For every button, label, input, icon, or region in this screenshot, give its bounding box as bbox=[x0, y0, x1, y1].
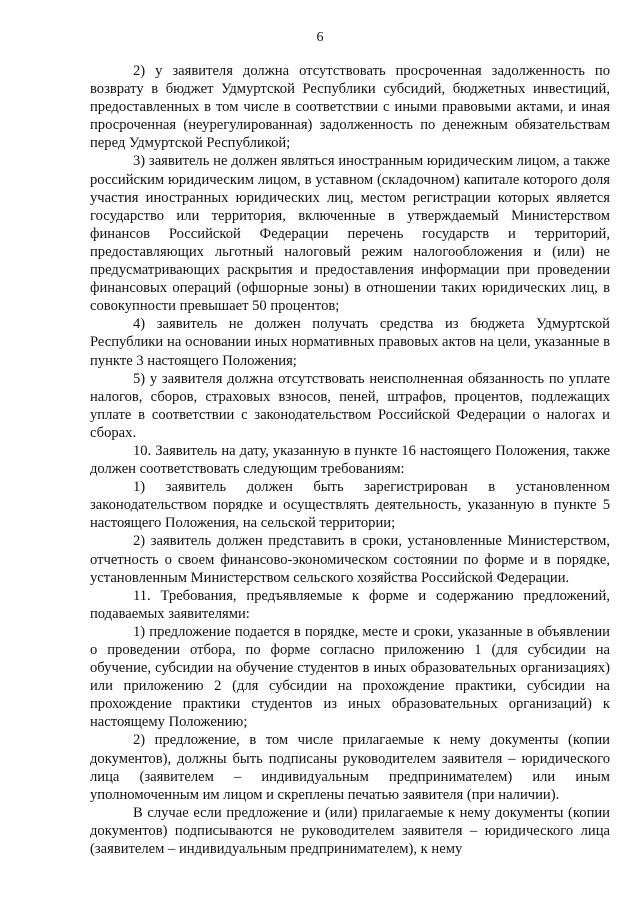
paragraph-signature-requirement: 2) предложение, в том числе прилагаемые к нему документы (копии документов), должны быть подписаны руководителем заявителя – юридического лица (заявителем – индивидуальным предпринимателем) или иным уполномоченным им лицом и скреплены печатью заявителя (при наличии). bbox=[90, 732, 610, 803]
paragraph-foreign-entity-requirement: 3) заявитель не должен являться иностранным юридическим лицом, а также российским юридическим лицом, в уставном (складочном) капитале которого доля участия иностранных юридических лиц, местом регистрации которых является государство или территория, включенные в утверждаемый Министерством финансов Российской Федерации перечень государств и территорий, предоставляющих льготный налоговый режим налогообложения и (или) не предусматривающих раскрытия и предоставления информации при проведении финансовых операций (офшорные зоны) в отношении таких юридических лиц, в совокупности превышает 50 процентов; bbox=[90, 153, 610, 315]
document-body bbox=[90, 62, 610, 858]
paragraph-tax-obligation-requirement: 5) у заявителя должна отсутствовать неисполненная обязанность по уплате налогов, сборов, страховых взносов, пеней, штрафов, процентов, подлежащих уплате в соответствии с законодательством Российской Федерации о налогах и сборах. bbox=[90, 370, 610, 441]
paragraph-registration-requirement: 1) заявитель должен быть зарегистрирован в установленном законодательством порядке и осуществлять деятельность, указанную в пункте 5 настоящего Положения, на сельской территории; bbox=[90, 479, 610, 532]
paragraph-clause-10: 10. Заявитель на дату, указанную в пункте 16 настоящего Положения, также должен соответствовать следующим требованиям: bbox=[90, 442, 610, 478]
paragraph-submission-form: 1) предложение подается в порядке, месте и сроки, указанные в объявлении о проведении отбора, по форме согласно приложению 1 (для субсидии на обучение, субсидии на обучение студентов в иных образовательных организациях) или приложению 2 (для субсидии на прохождение практики, субсидии на прохождение практики студентов из иных образовательных организаций) к настоящему Положению; bbox=[90, 623, 610, 731]
paragraph-other-funding-requirement: 4) заявитель не должен получать средства из бюджета Удмуртской Республики на основании иных нормативных правовых актов на цели, указанные в пункте 3 настоящего Положения; bbox=[90, 316, 610, 369]
paragraph-reporting-requirement: 2) заявитель должен представить в сроки, установленные Министерством, отчетность о своем финансово-экономическом состоянии по форме и в порядке, установленным Министерством сельского хозяйства Российской Федерации. bbox=[90, 533, 610, 586]
paragraph-debt-requirement: 2) у заявителя должна отсутствовать просроченная задолженность по возврату в бюджет Удмуртской Республики субсидий, бюджетных инвестиций, предоставленных в том числе в соответствии с иными правовыми актами, и иная просроченная (неурегулированная) задолженность по денежным обязательствам перед Удмуртской Республикой; bbox=[90, 63, 610, 152]
paragraph-clause-11: 11. Требования, предъявляемые к форме и содержанию предложений, подаваемых заявителями: bbox=[90, 587, 610, 622]
paragraph-authorized-signer: В случае если предложение и (или) прилагаемые к нему документы (копии документов) подписываются не руководителем заявителя – юридического лица (заявителем – индивидуальным предпринимателем), к нему bbox=[90, 804, 610, 858]
page-number: 6 bbox=[316, 30, 324, 45]
